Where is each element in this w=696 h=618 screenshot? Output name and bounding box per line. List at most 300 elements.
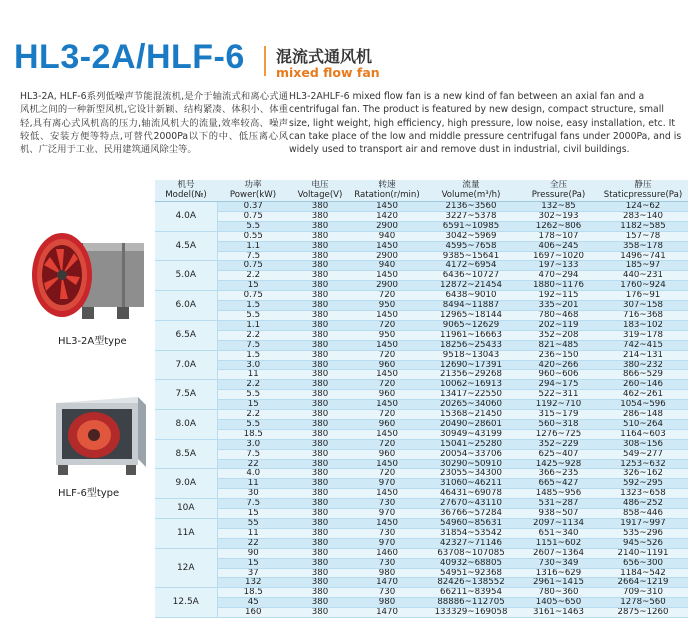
table-cell: 1.1 [217, 320, 289, 330]
column-header-en: Power(kW) [229, 189, 277, 200]
column-header-pressure [519, 180, 598, 202]
column-header-volume [423, 180, 519, 202]
table-row [155, 410, 688, 420]
table-cell: 358~178 [598, 241, 688, 251]
table-cell: 1760~924 [598, 281, 688, 291]
table-cell: 9518~13043 [423, 350, 519, 360]
table-cell: 730 [351, 528, 423, 538]
table-cell: 380 [289, 439, 351, 449]
table-cell: 625~407 [519, 449, 598, 459]
table-cell: 21356~29268 [423, 370, 519, 380]
table-row [155, 469, 688, 479]
table-cell: 709~310 [598, 588, 688, 598]
table-cell: 30949~43199 [423, 429, 519, 439]
table-cell: 197~133 [519, 261, 598, 271]
table-cell: 1450 [351, 241, 423, 251]
table-cell: 2875~1260 [598, 608, 688, 618]
table-cell: 12965~18144 [423, 310, 519, 320]
model-cell: 4.5A [155, 231, 217, 261]
title-divider [264, 46, 266, 76]
table-cell: 2.2 [217, 271, 289, 281]
table-row [155, 449, 688, 459]
table-cell: 4172~6954 [423, 261, 519, 271]
table-cell: 380 [289, 211, 351, 221]
table-cell: 1.5 [217, 350, 289, 360]
table-cell: 730 [351, 499, 423, 509]
table-row [155, 608, 688, 618]
table-cell: 1164~603 [598, 429, 688, 439]
table-cell: 82426~138552 [423, 578, 519, 588]
table-cell: 1450 [351, 519, 423, 529]
table-cell: 651~340 [519, 528, 598, 538]
table-cell: 970 [351, 509, 423, 519]
column-header-model [155, 180, 217, 202]
table-cell: 1262~806 [519, 221, 598, 231]
table-cell: 30 [217, 489, 289, 499]
table-cell: 720 [351, 410, 423, 420]
table-cell: 27670~43110 [423, 499, 519, 509]
table-row [155, 261, 688, 271]
table-cell: 15368~21450 [423, 410, 519, 420]
model-cell: 12A [155, 548, 217, 588]
table-cell: 5.5 [217, 221, 289, 231]
table-cell: 720 [351, 320, 423, 330]
table-cell: 307~158 [598, 301, 688, 311]
table-cell: 380 [289, 509, 351, 519]
table-cell: 42327~71146 [423, 538, 519, 548]
table-row [155, 291, 688, 301]
table-cell: 440~231 [598, 271, 688, 281]
table-cell: 720 [351, 380, 423, 390]
table-row [155, 489, 688, 499]
table-cell: 380 [289, 538, 351, 548]
table-cell: 1450 [351, 370, 423, 380]
table-cell: 0.37 [217, 202, 289, 212]
table-cell: 2900 [351, 281, 423, 291]
table-cell: 950 [351, 301, 423, 311]
table-row [155, 241, 688, 251]
table-cell: 185~97 [598, 261, 688, 271]
table-cell: 1253~632 [598, 459, 688, 469]
table-row [155, 320, 688, 330]
table-cell: 20054~33706 [423, 449, 519, 459]
table-cell: 366~235 [519, 469, 598, 479]
table-cell: 380 [289, 410, 351, 420]
column-header-cn: 全压 [549, 180, 568, 190]
table-row [155, 340, 688, 350]
table-cell: 6591~10985 [423, 221, 519, 231]
table-row [155, 350, 688, 360]
column-header-en: Staticpressure(Pa) [603, 189, 683, 200]
hl3-2a-fan-label: HL3-2A型type [58, 336, 127, 347]
table-cell: 15 [217, 558, 289, 568]
table-cell: 286~148 [598, 410, 688, 420]
table-header-row [155, 180, 688, 202]
table-cell: 665~427 [519, 479, 598, 489]
table-row [155, 598, 688, 608]
table-cell: 3227~5378 [423, 211, 519, 221]
table-cell: 380 [289, 221, 351, 231]
description-en: HL3-2AHLF-6 mixed flow fan is a new kind of fan between an axial fan and a centrifugal fan. The product is featured by new design, compact structure, small size, light weight, high efficiency, high pressure, low noise, easy installation, etc. It can take place of the low and middle pressure centrifugal fans under 2000Pa, and is widely used to transport air and remove dust in industrial, civil buildings. [289, 91, 682, 156]
table-cell: 560~318 [519, 419, 598, 429]
table-cell: 380 [289, 519, 351, 529]
model-cell: 5.0A [155, 261, 217, 291]
table-cell: 940 [351, 261, 423, 271]
table-cell: 15 [217, 400, 289, 410]
table-row [155, 528, 688, 538]
table-cell: 31854~53542 [423, 528, 519, 538]
table-row [155, 429, 688, 439]
table-cell: 960 [351, 419, 423, 429]
table-cell: 31060~46211 [423, 479, 519, 489]
hl3-2a-fan-image [22, 225, 152, 330]
table-cell: 294~175 [519, 380, 598, 390]
table-cell: 716~368 [598, 310, 688, 320]
table-cell: 319~178 [598, 330, 688, 340]
table-cell: 1470 [351, 608, 423, 618]
table-cell: 23055~34300 [423, 469, 519, 479]
column-header-en: Pressure(Pa) [531, 189, 586, 200]
table-cell: 380 [289, 251, 351, 261]
table-cell: 380 [289, 548, 351, 558]
table-cell: 1182~585 [598, 221, 688, 231]
table-cell: 2140~1191 [598, 548, 688, 558]
table-cell: 380 [289, 281, 351, 291]
table-cell: 720 [351, 350, 423, 360]
table-cell: 9065~12629 [423, 320, 519, 330]
table-cell: 1470 [351, 578, 423, 588]
model-cell: 12.5A [155, 588, 217, 618]
hlf-6-fan-label: HLF-6型type [58, 488, 120, 499]
table-cell: 20490~28601 [423, 419, 519, 429]
table-cell: 380 [289, 459, 351, 469]
table-row [155, 400, 688, 410]
table-cell: 380 [289, 231, 351, 241]
table-cell: 380 [289, 330, 351, 340]
table-cell: 1450 [351, 340, 423, 350]
table-row [155, 211, 688, 221]
column-header-rotation [351, 180, 423, 202]
table-row [155, 419, 688, 429]
table-cell: 380 [289, 320, 351, 330]
table-cell: 202~119 [519, 320, 598, 330]
table-cell: 90 [217, 548, 289, 558]
table-cell: 1420 [351, 211, 423, 221]
table-cell: 980 [351, 568, 423, 578]
table-cell: 178~107 [519, 231, 598, 241]
column-header-cn: 转速 [378, 180, 396, 190]
subtitle-en: mixed flow fan [276, 65, 380, 80]
table-row [155, 231, 688, 241]
table-cell: 183~102 [598, 320, 688, 330]
table-cell: 866~529 [598, 370, 688, 380]
model-cell: 11A [155, 519, 217, 549]
model-cell: 10A [155, 499, 217, 519]
table-cell: 1450 [351, 459, 423, 469]
table-cell: 380 [289, 301, 351, 311]
hlf-6-fan-illustration [38, 395, 148, 480]
table-cell: 15041~25280 [423, 439, 519, 449]
table-cell: 380 [289, 241, 351, 251]
table-row [155, 390, 688, 400]
model-cell: 6.0A [155, 291, 217, 321]
table-cell: 380 [289, 261, 351, 271]
table-cell: 2136~3560 [423, 202, 519, 212]
table-row [155, 370, 688, 380]
table-cell: 8494~11887 [423, 301, 519, 311]
table-cell: 15 [217, 281, 289, 291]
table-cell: 133329~169058 [423, 608, 519, 618]
model-cell: 7.5A [155, 380, 217, 410]
table-cell: 63708~107085 [423, 548, 519, 558]
column-header-voltage [289, 180, 351, 202]
table-cell: 380 [289, 598, 351, 608]
table-cell: 950 [351, 330, 423, 340]
table-cell: 236~150 [519, 350, 598, 360]
table-cell: 132~85 [519, 202, 598, 212]
table-cell: 40932~68805 [423, 558, 519, 568]
table-cell: 335~201 [519, 301, 598, 311]
table-cell: 720 [351, 469, 423, 479]
table-cell: 176~91 [598, 291, 688, 301]
table-cell: 0.75 [217, 211, 289, 221]
table-cell: 124~62 [598, 202, 688, 212]
table-cell: 1278~560 [598, 598, 688, 608]
table-cell: 4.0 [217, 469, 289, 479]
table-cell: 780~468 [519, 310, 598, 320]
table-cell: 730 [351, 588, 423, 598]
table-cell: 1192~710 [519, 400, 598, 410]
table-cell: 380 [289, 479, 351, 489]
table-row [155, 538, 688, 548]
table-cell: 535~296 [598, 528, 688, 538]
table-cell: 380 [289, 588, 351, 598]
table-row [155, 310, 688, 320]
table-cell: 592~295 [598, 479, 688, 489]
table-cell: 1450 [351, 271, 423, 281]
table-cell: 3.0 [217, 360, 289, 370]
model-cell: 8.5A [155, 439, 217, 469]
table-row [155, 439, 688, 449]
table-cell: 2.2 [217, 330, 289, 340]
table-cell: 940 [351, 231, 423, 241]
table-body [155, 202, 688, 618]
table-cell: 308~156 [598, 439, 688, 449]
table-cell: 1496~741 [598, 251, 688, 261]
table-cell: 742~415 [598, 340, 688, 350]
subtitle-cn: 混流式通风机 [276, 47, 373, 66]
table-cell: 380 [289, 578, 351, 588]
table-cell: 380 [289, 400, 351, 410]
table-cell: 283~140 [598, 211, 688, 221]
table-cell: 970 [351, 538, 423, 548]
table-cell: 945~526 [598, 538, 688, 548]
table-row [155, 588, 688, 598]
table-cell: 0.75 [217, 261, 289, 271]
table-row [155, 519, 688, 529]
table-row [155, 578, 688, 588]
table-cell: 352~208 [519, 330, 598, 340]
table-cell: 157~78 [598, 231, 688, 241]
table-cell: 160 [217, 608, 289, 618]
table-cell: 462~261 [598, 390, 688, 400]
table-cell: 260~146 [598, 380, 688, 390]
table-cell: 380 [289, 340, 351, 350]
table-cell: 10062~16913 [423, 380, 519, 390]
table-cell: 2900 [351, 251, 423, 261]
table-cell: 470~294 [519, 271, 598, 281]
table-cell: 46431~69078 [423, 489, 519, 499]
table-cell: 11961~16663 [423, 330, 519, 340]
table-cell: 380 [289, 310, 351, 320]
table-cell: 3042~5969 [423, 231, 519, 241]
table-cell: 11 [217, 370, 289, 380]
table-cell: 22 [217, 538, 289, 548]
table-cell: 0.75 [217, 291, 289, 301]
table-cell: 730 [351, 558, 423, 568]
table-cell: 720 [351, 439, 423, 449]
table-cell: 938~507 [519, 509, 598, 519]
table-cell: 531~287 [519, 499, 598, 509]
table-cell: 11 [217, 479, 289, 489]
column-header-en: Ratation(r/min) [354, 189, 420, 200]
table-cell: 380 [289, 558, 351, 568]
table-cell: 192~115 [519, 291, 598, 301]
table-cell: 780~360 [519, 588, 598, 598]
table-row [155, 271, 688, 281]
table-cell: 486~252 [598, 499, 688, 509]
table-cell: 2.2 [217, 380, 289, 390]
column-header-cn: 功率 [244, 180, 262, 190]
table-cell: 1880~1176 [519, 281, 598, 291]
table-cell: 380~232 [598, 360, 688, 370]
table-cell: 54960~85631 [423, 519, 519, 529]
table-row [155, 281, 688, 291]
table-row [155, 301, 688, 311]
table-cell: 380 [289, 608, 351, 618]
table-cell: 1485~956 [519, 489, 598, 499]
table-cell: 352~229 [519, 439, 598, 449]
table-cell: 88886~112705 [423, 598, 519, 608]
table-row [155, 459, 688, 469]
table-cell: 510~264 [598, 419, 688, 429]
table-row [155, 499, 688, 509]
spec-table [155, 180, 688, 618]
table-cell: 7.5 [217, 499, 289, 509]
column-header-en: Voltage(V) [297, 189, 343, 200]
table-cell: 1460 [351, 548, 423, 558]
table-cell: 30290~50910 [423, 459, 519, 469]
table-cell: 5.5 [217, 419, 289, 429]
table-row [155, 509, 688, 519]
table-cell: 960 [351, 449, 423, 459]
table-cell: 66211~83954 [423, 588, 519, 598]
table-cell: 6438~9010 [423, 291, 519, 301]
table-cell: 960 [351, 390, 423, 400]
table-cell: 326~162 [598, 469, 688, 479]
table-cell: 406~245 [519, 241, 598, 251]
table-cell: 1450 [351, 400, 423, 410]
column-header-power [217, 180, 289, 202]
page-title: HL3-2A/HLF-6 [14, 38, 245, 76]
table-row [155, 380, 688, 390]
table-cell: 549~277 [598, 449, 688, 459]
model-cell: 9.0A [155, 469, 217, 499]
table-cell: 2961~1415 [519, 578, 598, 588]
table-cell: 18.5 [217, 429, 289, 439]
table-cell: 960~606 [519, 370, 598, 380]
model-cell: 4.0A [155, 202, 217, 232]
hlf-6-fan-image [38, 395, 148, 480]
table-cell: 656~300 [598, 558, 688, 568]
table-cell: 380 [289, 449, 351, 459]
description-cn: HL3-2A, HLF-6系列低噪声节能混流机,是介于轴流式和离心式通风机之间的一种新型风机,它设计新颖、结构紧凑、体积小、体重轻,具有离心式风机高的压力,轴流风机大的流量,效率较高、噪声较低、安装方便等特点,可替代2000Pa以下的中、低压离心风机、广泛用于工业、民用建筑通风除尘等。 [20, 91, 288, 156]
table-row [155, 202, 688, 212]
table-cell: 15 [217, 509, 289, 519]
table-cell: 20265~34060 [423, 400, 519, 410]
table-cell: 2664~1219 [598, 578, 688, 588]
table-cell: 2607~1364 [519, 548, 598, 558]
table-cell: 380 [289, 499, 351, 509]
table-cell: 1917~997 [598, 519, 688, 529]
table-cell: 132 [217, 578, 289, 588]
table-cell: 1276~725 [519, 429, 598, 439]
table-cell: 720 [351, 291, 423, 301]
column-header-en: Model(№) [165, 189, 207, 200]
table-cell: 1697~1020 [519, 251, 598, 261]
model-cell: 8.0A [155, 410, 217, 440]
table-cell: 970 [351, 479, 423, 489]
table-row [155, 360, 688, 370]
table-row [155, 558, 688, 568]
table-cell: 380 [289, 350, 351, 360]
table-cell: 2.2 [217, 410, 289, 420]
table-cell: 380 [289, 419, 351, 429]
table-cell: 380 [289, 528, 351, 538]
table-cell: 380 [289, 489, 351, 499]
table-cell: 380 [289, 291, 351, 301]
table-cell: 36766~57284 [423, 509, 519, 519]
table-cell: 1425~928 [519, 459, 598, 469]
table-cell: 22 [217, 459, 289, 469]
table-cell: 45 [217, 598, 289, 608]
table-cell: 1450 [351, 202, 423, 212]
table-cell: 54951~92368 [423, 568, 519, 578]
table-cell: 420~266 [519, 360, 598, 370]
table-cell: 380 [289, 370, 351, 380]
table-cell: 1450 [351, 489, 423, 499]
table-cell: 730~349 [519, 558, 598, 568]
table-cell: 1316~629 [519, 568, 598, 578]
table-cell: 12690~17391 [423, 360, 519, 370]
table-cell: 380 [289, 469, 351, 479]
table-cell: 380 [289, 271, 351, 281]
table-cell: 3.0 [217, 439, 289, 449]
table-cell: 18256~25433 [423, 340, 519, 350]
table-cell: 380 [289, 429, 351, 439]
table-cell: 11 [217, 528, 289, 538]
column-header-en: Volume(m³/h) [441, 189, 501, 200]
table-cell: 1151~602 [519, 538, 598, 548]
column-header-cn: 机号 [177, 180, 195, 190]
table-cell: 858~446 [598, 509, 688, 519]
table-cell: 1.1 [217, 241, 289, 251]
table-cell: 214~131 [598, 350, 688, 360]
table-row [155, 568, 688, 578]
table-cell: 315~179 [519, 410, 598, 420]
table-cell: 1184~542 [598, 568, 688, 578]
table-cell: 1323~658 [598, 489, 688, 499]
